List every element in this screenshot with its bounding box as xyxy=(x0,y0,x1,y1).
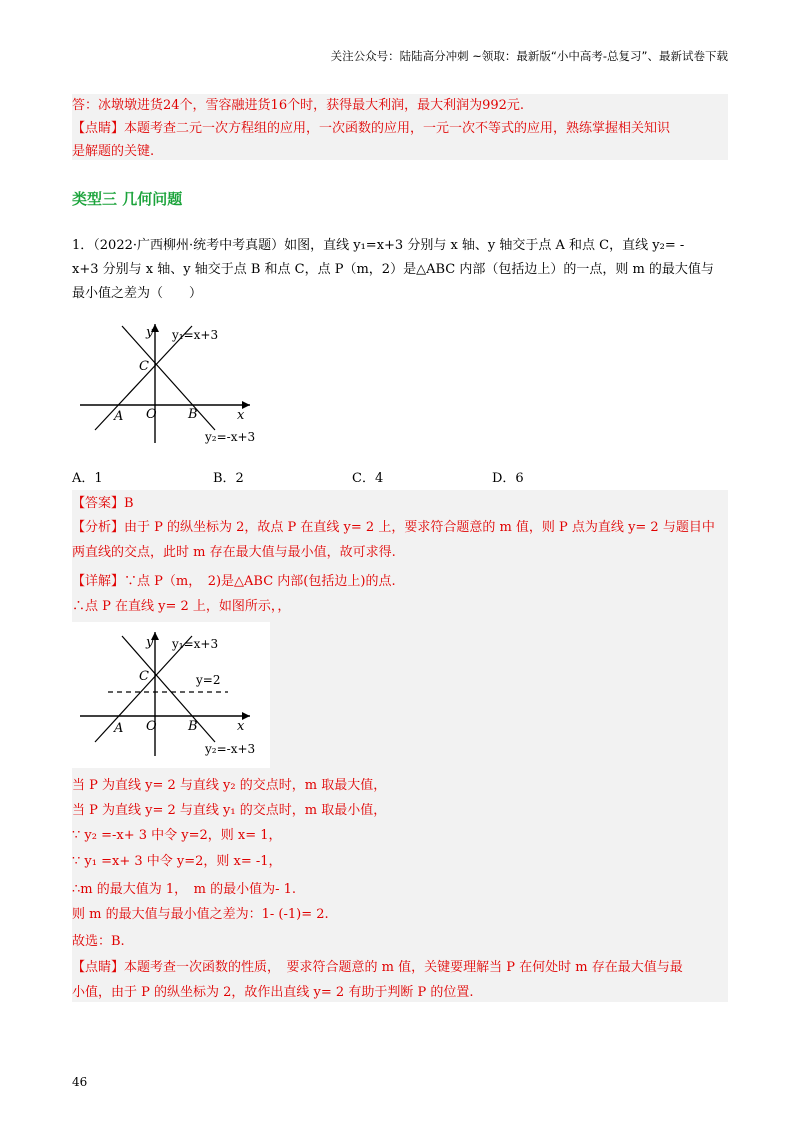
previous-comment-line-2: 是解题的关键. xyxy=(72,144,155,159)
page-header: 关注公众号：陆陆高分冲刺 ~领取：最新版“小中高考-总复习”、最新试卷下载 xyxy=(330,49,728,63)
line-y-equals-2-label: y=2 xyxy=(196,673,221,687)
origin-label: O xyxy=(146,407,157,422)
step-line: ∴m 的最大值为 1， m 的最小值为- 1. xyxy=(72,882,297,897)
line-y2-label: y₂=-x+3 xyxy=(205,430,256,444)
step-line: 当 P 为直线 y= 2 与直线 y₁ 的交点时，m 取最小值， xyxy=(72,803,387,818)
question-line-1: 1．（2022·广西柳州·统考中考真题）如图，直线 y₁=x+3 分别与 x 轴、y 轴交于点 A 和点 C，直线 y₂= - xyxy=(72,238,685,253)
point-b-label: B xyxy=(188,719,198,734)
comment-line-2: 小值，由于 P 的纵坐标为 2，故作出直线 y= 2 有助于判断 P 的位置. xyxy=(72,985,474,1000)
page-number: 46 xyxy=(72,1075,88,1089)
step-line: ∵ y₂ =-x+ 3 中令 y=2，则 x= 1， xyxy=(72,828,282,843)
question-figure xyxy=(80,318,270,448)
x-axis-label: x xyxy=(237,719,245,734)
step-line: ∵ y₁ =x+ 3 中令 y=2，则 x= -1， xyxy=(72,854,282,869)
line-y1-label: y₁=x+3 xyxy=(172,637,219,651)
solution-figure xyxy=(80,626,270,764)
line-y2-label: y₂=-x+3 xyxy=(205,742,256,756)
point-c-label: C xyxy=(139,359,149,374)
step-line: 则 m 的最大值与最小值之差为：1- (-1)= 2. xyxy=(72,907,329,922)
step-line: 故选：B. xyxy=(72,934,125,949)
previous-comment-line: 【点睛】本题考查二元一次方程组的应用，一次函数的应用，一元一次不等式的应用，熟练掌握相关知识 xyxy=(72,121,671,136)
point-a-label: A xyxy=(114,409,124,424)
answer-line: 【答案】B xyxy=(72,496,134,511)
comment-line-1: 【点睛】本题考查一次函数的性质， 要求符合题意的 m 值，关键要理解当 P 在何处时 m 存在最大值与最 xyxy=(72,960,683,975)
point-b-label: B xyxy=(188,407,198,422)
option-c: C．4 xyxy=(352,471,384,486)
y-axis-label: y xyxy=(146,325,154,340)
section-title: 类型三 几何问题 xyxy=(72,190,183,208)
detail-line-2: ∴点 P 在直线 y= 2 上，如图所示，， xyxy=(72,599,291,614)
option-b: B．2 xyxy=(213,471,244,486)
line-y1-label: y₁=x+3 xyxy=(172,328,219,342)
answer-options xyxy=(72,467,728,487)
option-d: D．6 xyxy=(492,471,524,486)
step-line: 当 P 为直线 y= 2 与直线 y₂ 的交点时，m 取最大值， xyxy=(72,778,387,793)
x-axis-label: x xyxy=(237,408,245,423)
analysis-line-2: 两直线的交点，此时 m 存在最大值与最小值，故可求得. xyxy=(72,545,396,560)
detail-line-1: 【详解】∵点 P（m， 2)是△ABC 内部(包括边上)的点. xyxy=(72,574,396,589)
point-c-label: C xyxy=(139,669,149,684)
analysis-line-1: 【分析】由于 P 的纵坐标为 2，故点 P 在直线 y= 2 上，要求符合题意的 m 值，则 P 点为直线 y= 2 与题目中 xyxy=(72,520,715,535)
option-a: A．1 xyxy=(72,471,103,486)
point-a-label: A xyxy=(114,721,124,736)
question-line-3: 最小值之差为（ ） xyxy=(72,286,203,301)
question-line-2: x+3 分别与 x 轴、y 轴交于点 B 和点 C，点 P（m，2）是△ABC 内部（包括边上）的一点，则 m 的最大值与 xyxy=(72,262,714,277)
y-axis-label: y xyxy=(146,635,154,650)
origin-label: O xyxy=(146,719,157,734)
previous-answer-line: 答：冰墩墩进货24个，雪容融进货16个时，获得最大利润，最大利润为992元. xyxy=(72,98,525,113)
